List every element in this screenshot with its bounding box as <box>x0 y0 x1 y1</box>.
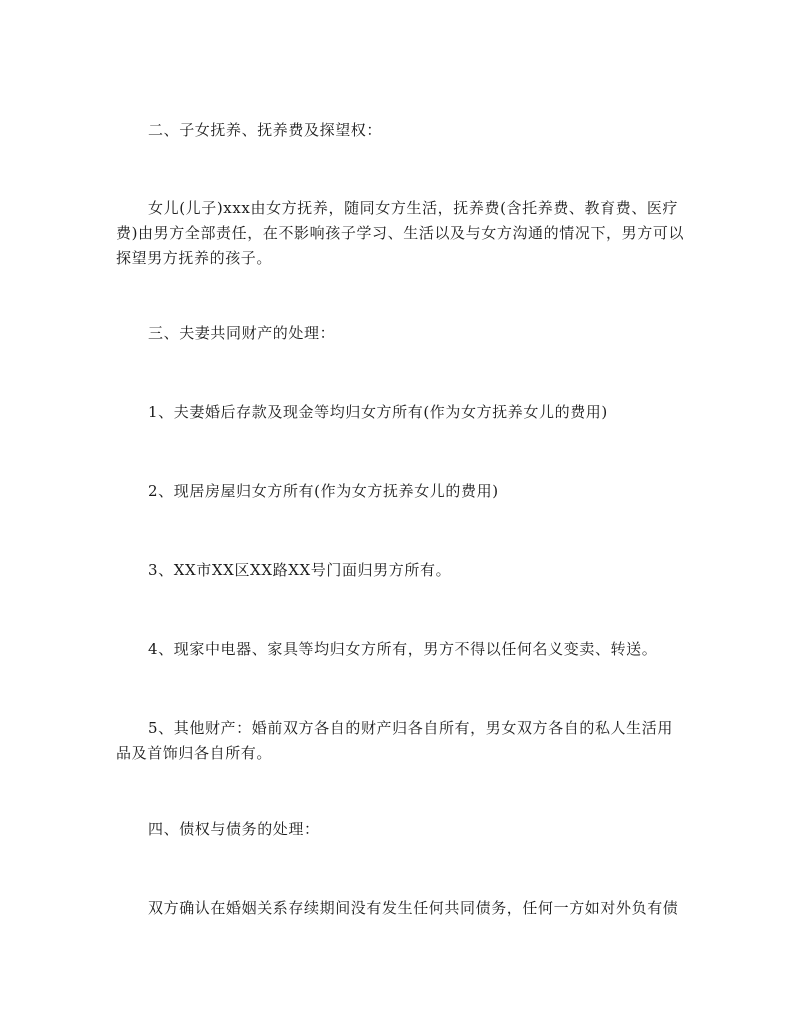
property-item-2: 2、现居房屋归女方所有(作为女方抚养女儿的费用) <box>148 482 499 500</box>
property-item-4: 4、现家中电器、家具等均归女方所有，男方不得以任何名义变卖、转送。 <box>148 640 658 658</box>
property-item-3: 3、XX市XX区XX路XX号门面归男方所有。 <box>148 561 452 579</box>
property-item-1: 1、夫妻婚后存款及现金等均归女方所有(作为女方抚养女儿的费用) <box>148 403 608 421</box>
section-heading-debts: 四、债权与债务的处理： <box>148 820 320 838</box>
section-heading-joint-property: 三、夫妻共同财产的处理： <box>148 324 336 342</box>
property-item-5: 5、其他财产：婚前双方各自的财产归各自所有，男女双方各自的私人生活用品及首饰归各自所有。 <box>116 719 673 762</box>
paragraph-debts: 双方确认在婚姻关系存续期间没有发生任何共同债务，任何一方如对外负有债 <box>148 899 679 917</box>
paragraph-child-support: 女儿(儿子)xxx由女方抚养，随同女方生活，抚养费(含托养费、教育费、医疗费)由男方全部责任，在不影响孩子学习、生活以及与女方沟通的情况下，男方可以探望男方抚养的孩子。 <box>116 199 685 267</box>
section-heading-child-custody: 二、子女抚养、抚养费及探望权： <box>148 121 383 139</box>
